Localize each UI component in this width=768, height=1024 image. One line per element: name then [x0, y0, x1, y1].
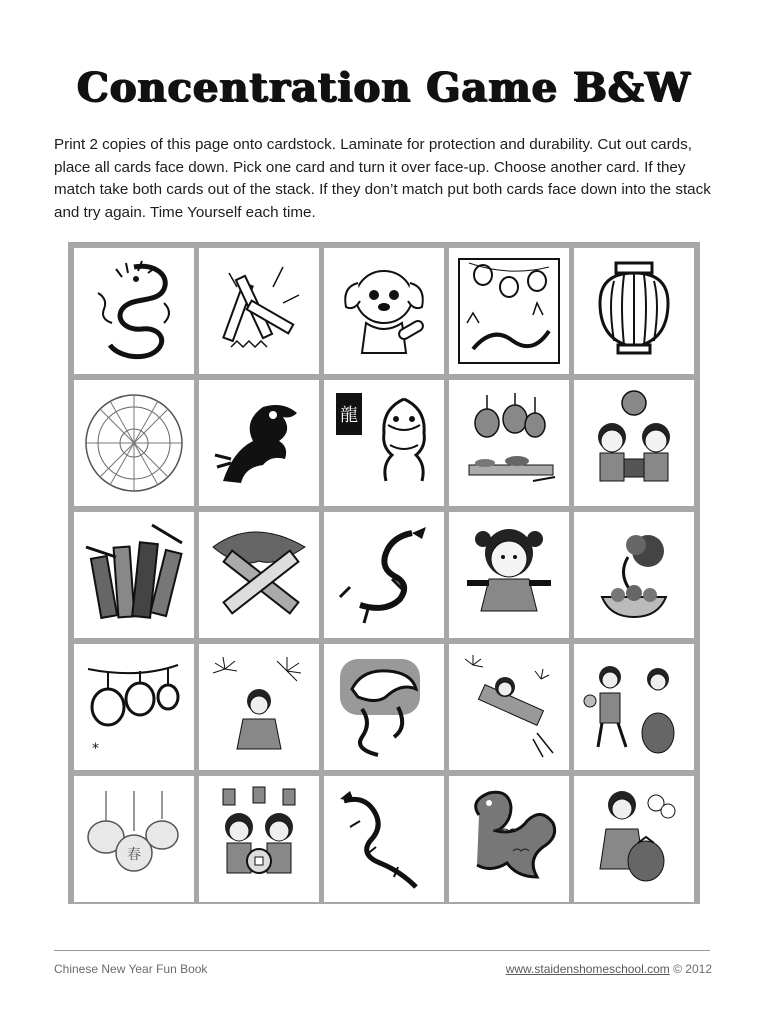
firecrackers-icon	[203, 253, 315, 369]
drum-children-icon	[578, 649, 690, 765]
card[interactable]	[199, 248, 319, 374]
girl-icon	[453, 517, 565, 633]
card[interactable]	[324, 380, 444, 506]
flowers-fruit-bowl-icon	[578, 517, 690, 633]
card[interactable]	[199, 644, 319, 770]
card[interactable]	[74, 644, 194, 770]
card-board	[68, 242, 700, 904]
girl-money-bag-icon	[578, 781, 690, 897]
zodiac-wheel-icon	[78, 385, 190, 501]
twins-coin-icon	[203, 781, 315, 897]
dragon-character-icon	[328, 385, 440, 501]
footer-copyright: © 2012	[669, 962, 712, 976]
card[interactable]	[574, 776, 694, 902]
hanging-lanterns-icon	[78, 649, 190, 765]
card[interactable]	[574, 512, 694, 638]
card[interactable]	[199, 380, 319, 506]
card[interactable]	[574, 248, 694, 374]
card[interactable]	[74, 512, 194, 638]
paper-lantern-icon	[578, 253, 690, 369]
card[interactable]	[324, 512, 444, 638]
card[interactable]	[449, 512, 569, 638]
dog-icon	[328, 253, 440, 369]
dancing-dragon-icon	[328, 517, 440, 633]
card[interactable]	[324, 644, 444, 770]
card[interactable]	[574, 644, 694, 770]
svg-text:龍: 龍	[340, 405, 358, 426]
twins-lantern-icon	[578, 385, 690, 501]
svg-text:*: *	[92, 741, 99, 757]
instructions-paragraph: Print 2 copies of this page onto cardstock. Laminate for protection and durability. Cut out cards, place all cards face down. Pick one card and turn it over face-up. Choose another card. If they match take both cards out of the stack. If they don’t match put both cards face down into the stack and try again. Time Yourself each time.	[54, 136, 711, 221]
card[interactable]	[449, 644, 569, 770]
lanterns-feast-icon	[453, 385, 565, 501]
footer-divider	[54, 950, 710, 951]
crossed-firecrackers-icon	[203, 517, 315, 633]
footer-book-title: Chinese New Year Fun Book	[54, 962, 208, 976]
rocket-boy-icon	[453, 649, 565, 765]
long-dragon-icon	[328, 781, 440, 897]
card[interactable]	[199, 512, 319, 638]
card[interactable]	[449, 776, 569, 902]
card[interactable]	[74, 380, 194, 506]
card[interactable]	[574, 380, 694, 506]
card[interactable]	[199, 776, 319, 902]
dragon-coil-icon	[78, 253, 190, 369]
footer-website-link[interactable]: www.staidenshomeschool.com	[505, 962, 670, 976]
card[interactable]	[324, 776, 444, 902]
patterned-dragon-icon	[453, 781, 565, 897]
lanterns-dragon-fireworks-icon	[453, 253, 565, 369]
dragon-abstract-icon	[328, 649, 440, 765]
lantern-trio-icon	[78, 781, 190, 897]
card[interactable]	[449, 380, 569, 506]
svg-text:春: 春	[127, 847, 141, 863]
dragon-head-icon	[203, 385, 315, 501]
child-fireworks-icon	[203, 649, 315, 765]
page-title: Concentration Game B&W	[77, 64, 691, 111]
card[interactable]	[449, 248, 569, 374]
card[interactable]	[324, 248, 444, 374]
card[interactable]	[74, 248, 194, 374]
card[interactable]	[74, 776, 194, 902]
footer-credit	[506, 962, 712, 976]
firecracker-bundle-icon	[78, 517, 190, 633]
